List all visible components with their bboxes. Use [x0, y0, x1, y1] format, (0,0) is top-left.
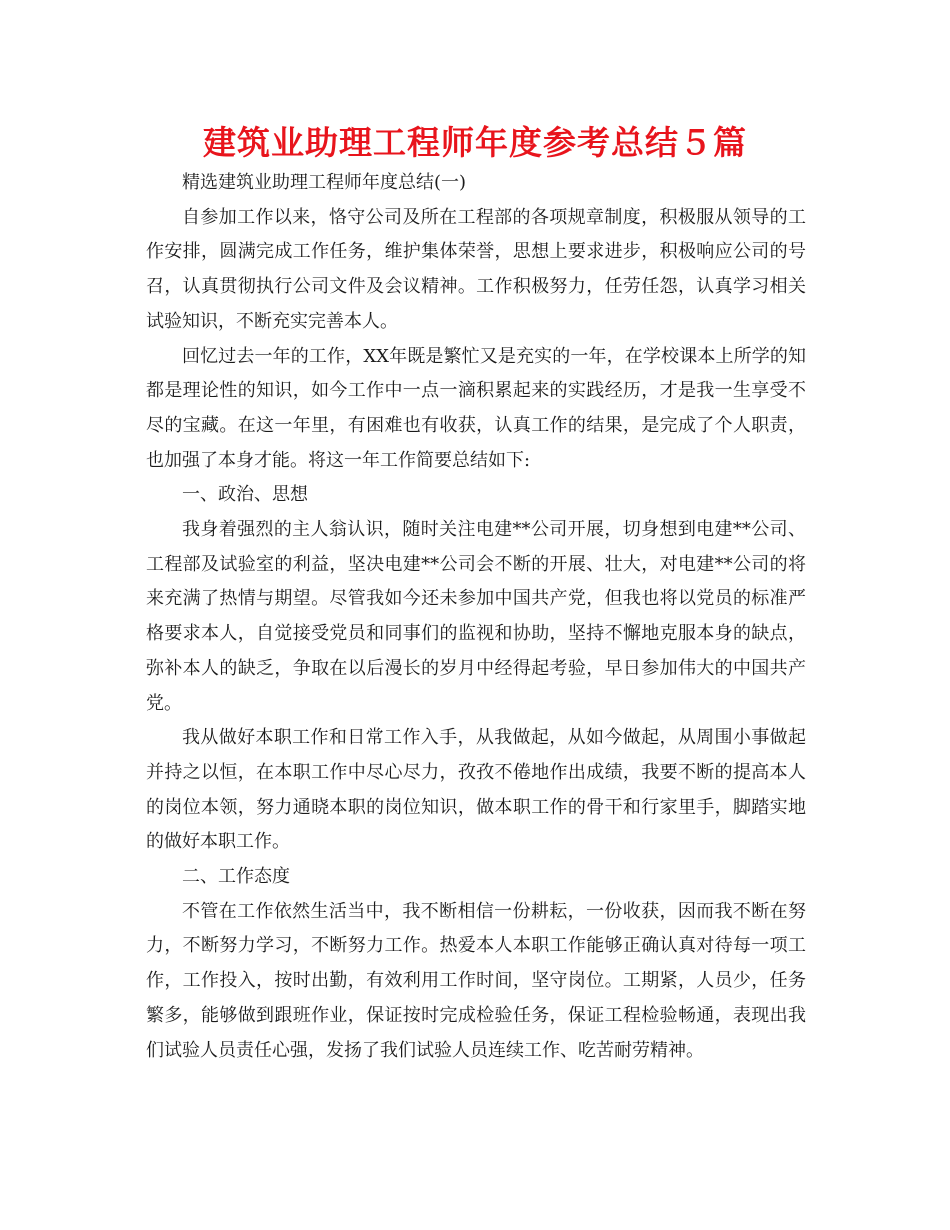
paragraph-5: 不管在工作依然生活当中，我不断相信一份耕耘，一份收获，因而我不断在努力，不断努力学习，不断努力工作。热爱本人本职工作能够正确认真对待每一项工作，工作投入，按时出勤，有效利用工作时间，坚守岗位。工期紧，人员少，任务繁多，能够做到跟班作业，保证按时完成检验任务，保证工程检验畅通，表现出我们试验人员责任心强，发扬了我们试验人员连续工作、吃苦耐劳精神。	[146, 900, 806, 1061]
section-heading-politics: 一、政治、思想	[182, 484, 308, 506]
paragraph-2: 回忆过去一年的工作，XX年既是繁忙又是充实的一年，在学校课本上所学的知都是理论性的知识，如今工作中一点一滴积累起来的实践经历，才是我一生享受不尽的宝藏。在这一年里，有困难也有收获，认真工作的结果，是完成了个人职责，也加强了本身才能。将这一年工作简要总结如下:	[146, 345, 806, 471]
paragraph-1: 自参加工作以来，恪守公司及所在工程部的各项规章制度，积极服从领导的工作安排，圆满完成工作任务，维护集体荣誉，思想上要求进步，积极响应公司的号召，认真贯彻执行公司文件及会议精神。工作积极努力，任劳任怨，认真学习相关试验知识，不断充实完善本人。	[146, 206, 806, 332]
paragraph-3: 我身着强烈的主人翁认识，随时关注电建**公司开展，切身想到电建**公司、工程部及试验室的利益，坚决电建**公司会不断的开展、壮大，对电建**公司的将来充满了热情与期望。尽管我如今还未参加中国共产党，但我也将以党员的标准严格要求本人，自觉接受党员和同事们的监视和协助，坚持不懈地克服本身的缺点，弥补本人的缺乏，争取在以后漫长的岁月中经得起考验，早日参加伟大的中国共产党。	[146, 519, 806, 714]
document-body	[146, 166, 806, 1068]
paragraph-4: 我从做好本职工作和日常工作入手，从我做起，从如今做起，从周围小事做起并持之以恒，在本职工作中尽心尽力，孜孜不倦地作出成绩，我要不断的提高本人的岗位本领，努力通晓本职的岗位知识，做本职工作的骨干和行家里手，脚踏实地的做好本职工作。	[146, 727, 806, 853]
section-subtitle: 精选建筑业助理工程师年度总结(一)	[182, 172, 467, 193]
document-title: 建筑业助理工程师年度参考总结５篇	[203, 123, 747, 162]
section-heading-attitude: 二、工作态度	[182, 866, 290, 888]
